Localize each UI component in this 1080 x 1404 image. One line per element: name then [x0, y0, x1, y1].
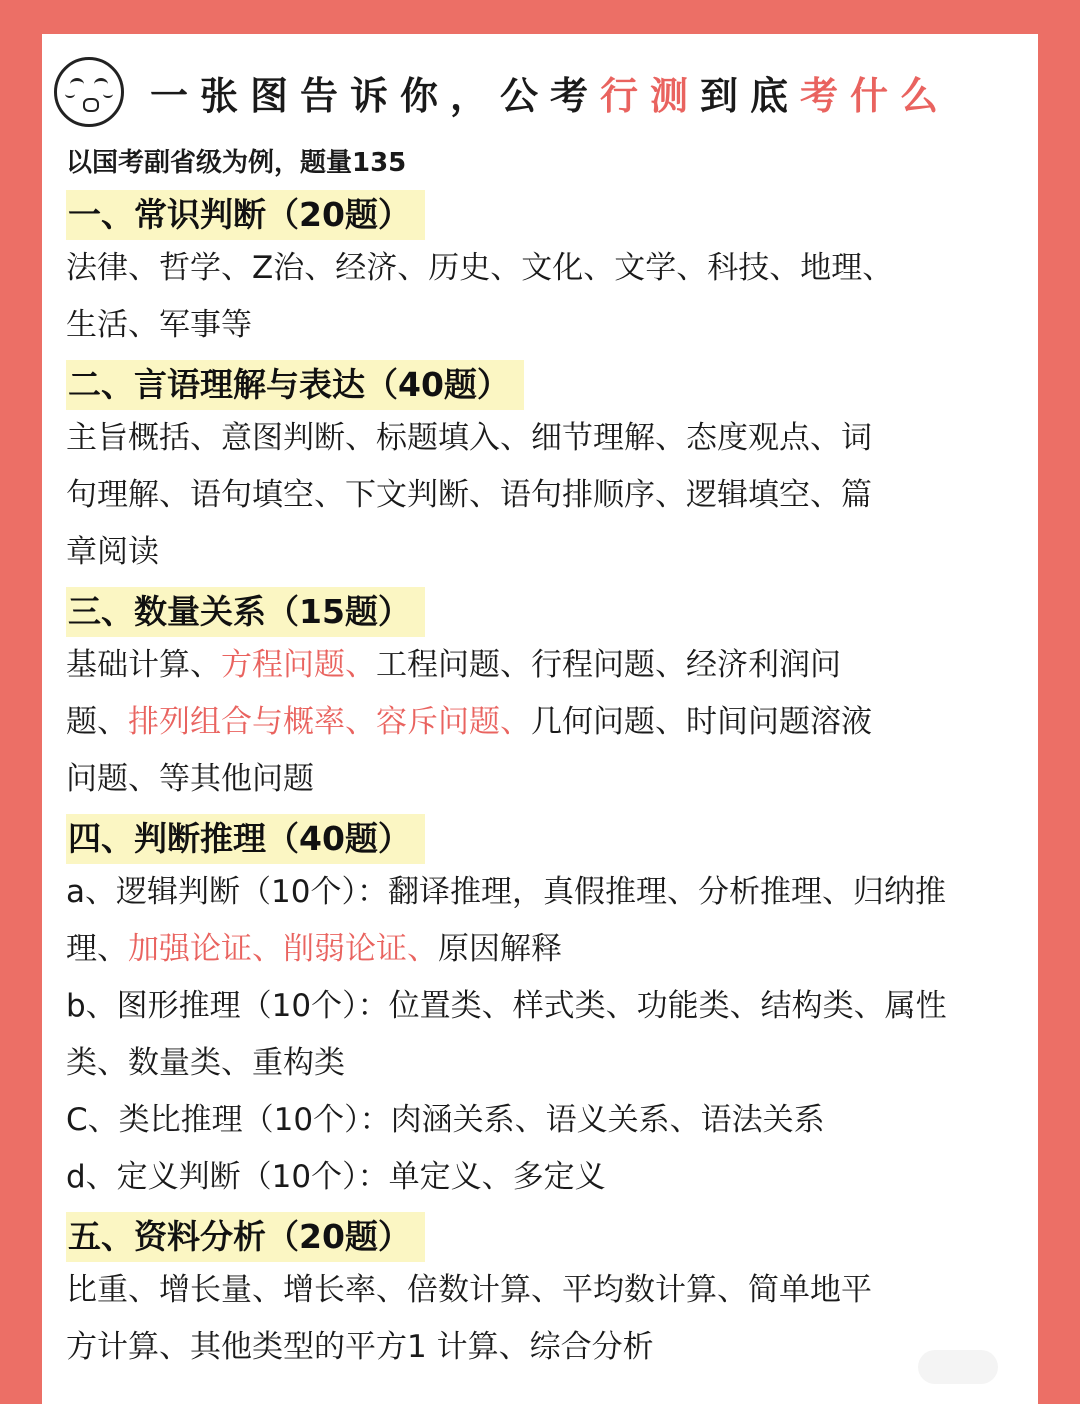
section-text-line: 方计算、其他类型的平方1 计算、综合分析 — [66, 1329, 654, 1365]
section-text-line: d、定义判断（10个）：单定义、多定义 — [66, 1159, 606, 1195]
section-heading-reasoning: 四、判断推理（40题） — [66, 814, 425, 864]
section-text-line: 问题、等其他问题 — [66, 761, 314, 797]
watermark-logo — [918, 1350, 998, 1384]
subtitle: 以国考副省级为例，题量135 — [66, 148, 407, 178]
section-heading-verbal: 二、言语理解与表达（40题） — [66, 360, 524, 410]
section-text-line: 主旨概括、意图判断、标题填入、细节理解、态度观点、词 — [66, 420, 872, 456]
content-body — [66, 142, 1016, 1376]
section-text-line: 类、数量类、重构类 — [66, 1045, 345, 1081]
section-text-line: 题、排列组合与概率、容斥问题、几何问题、时间问题溶液 — [66, 704, 872, 740]
section-text-line: 理、加强论证、削弱论证、原因解释 — [66, 931, 562, 967]
section-text-line: b、图形推理（10个）：位置类、样式类、功能类、结构类、属性 — [66, 988, 947, 1024]
section-heading-general-knowledge: 一、常识判断（20题） — [66, 190, 425, 240]
page-title: 一张图告诉你，公考行测到底考什么 — [150, 72, 951, 118]
section-text-line: 生活、军事等 — [66, 307, 252, 343]
section-text-line: C、类比推理（10个）：肉涵关系、语义关系、语法关系 — [66, 1102, 825, 1138]
section-text-line: 比重、增长量、增长率、倍数计算、平均数计算、简单地平 — [66, 1272, 872, 1308]
section-heading-quantitative: 三、数量关系（15题） — [66, 587, 425, 637]
section-text-line: 法律、哲学、Z治、经济、历史、文化、文学、科技、地理、 — [66, 250, 894, 286]
section-text-line: 基础计算、方程问题、工程问题、行程问题、经济利润问 — [66, 647, 841, 683]
title-row — [54, 52, 1034, 132]
face-doodle-icon — [54, 57, 124, 127]
section-text-line: 章阅读 — [66, 534, 159, 570]
content-card — [42, 34, 1038, 1404]
section-text-line: 句理解、语句填空、下文判断、语句排顺序、逻辑填空、篇 — [66, 477, 872, 513]
section-heading-data-analysis: 五、资料分析（20题） — [66, 1212, 425, 1262]
section-text-line: a、逻辑判断（10个）：翻译推理，真假推理、分析推理、归纳推 — [66, 874, 946, 910]
